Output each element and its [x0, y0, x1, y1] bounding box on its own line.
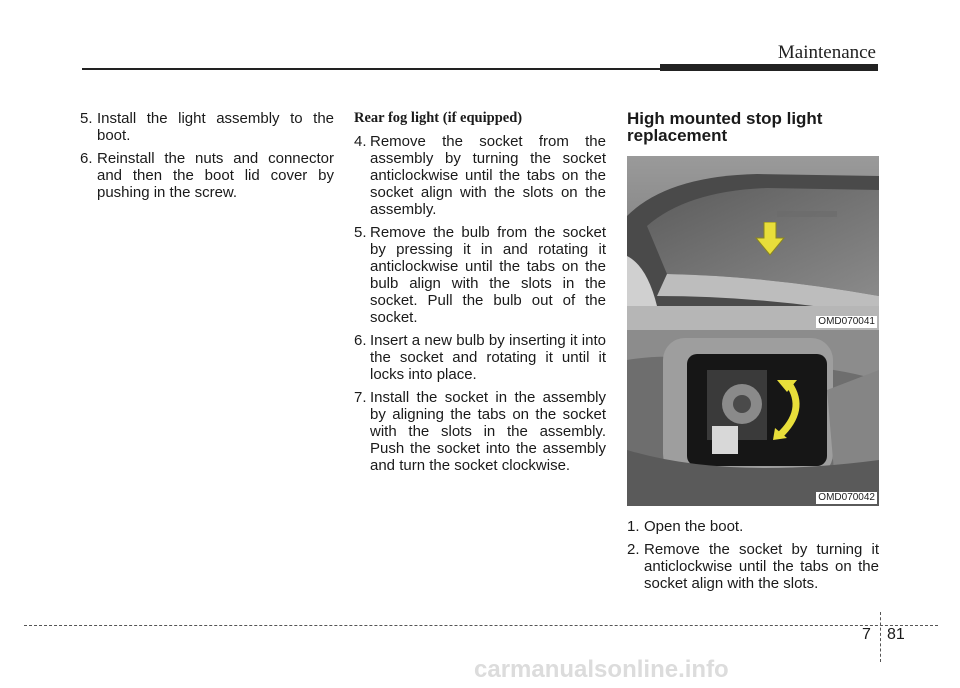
- socket-closeup-illustration: [627, 330, 879, 506]
- step-text: Remove the socket by turning it anticlockwise until the tabs on the socket align with the slots.: [644, 541, 879, 592]
- page-number-separator: [880, 612, 881, 662]
- step-number: 6.: [80, 150, 93, 167]
- page-header-title: Maintenance: [777, 42, 876, 63]
- step-text: Remove the socket from the assembly by turning the socket anticlockwise until the tabs on the socket align with the slots on the assembly.: [370, 133, 606, 218]
- step-item: [80, 150, 334, 201]
- figure-caption: OMD070041: [818, 316, 875, 327]
- step-item: [627, 518, 879, 535]
- step-text: Open the boot.: [644, 518, 744, 535]
- step-item: [354, 224, 606, 326]
- step-text: Reinstall the nuts and connector and then the boot lid cover by pushing in the screw.: [97, 150, 334, 201]
- step-text: Remove the bulb from the socket by pressing it in and rotating it anticlockwise until the tabs on the bulb align with the slots in the socket. Pull the bulb out of the socket.: [370, 224, 606, 326]
- step-number: 7.: [354, 389, 367, 406]
- step-item: [354, 389, 606, 474]
- down-arrow-icon: [755, 222, 785, 256]
- section-heading-stop-light: High mounted stop light replacement: [627, 109, 823, 145]
- step-item: [354, 133, 606, 218]
- header-rule-thick: [660, 64, 878, 71]
- left-column: [80, 110, 334, 207]
- rotate-arrow-icon: [773, 378, 813, 440]
- step-number: 4.: [354, 133, 367, 150]
- section-heading-rear-fog-light: Rear fog light (if equipped): [354, 110, 523, 126]
- step-number: 5.: [354, 224, 367, 241]
- right-column: [627, 110, 879, 598]
- figure-caption: OMD070042: [818, 492, 875, 503]
- middle-column: [354, 110, 606, 480]
- step-item: [80, 110, 334, 144]
- chapter-number: 7: [862, 626, 871, 643]
- step-number: 1.: [627, 518, 640, 535]
- step-item: [354, 332, 606, 383]
- header-rule: [82, 68, 660, 70]
- page-number: 81: [887, 626, 905, 643]
- step-text: Install the light assembly to the boot.: [97, 110, 334, 144]
- step-number: 6.: [354, 332, 367, 349]
- step-text: Install the socket in the assembly by aligning the tabs on the socket with the slots in the assembly. Push the socket into the assembly and turn the socket clockwise.: [370, 389, 606, 474]
- figure-rear-window-photo: [627, 156, 879, 330]
- step-number: 2.: [627, 541, 640, 558]
- step-number: 5.: [80, 110, 93, 127]
- watermark: carmanualsonline.info: [474, 656, 729, 683]
- footer-divider: [24, 625, 938, 626]
- rear-window-illustration: [627, 156, 879, 330]
- step-text: Insert a new bulb by inserting it into the socket and rotating it until it locks into place.: [370, 332, 606, 383]
- figure-socket-closeup: [627, 330, 879, 506]
- step-item: [627, 541, 879, 592]
